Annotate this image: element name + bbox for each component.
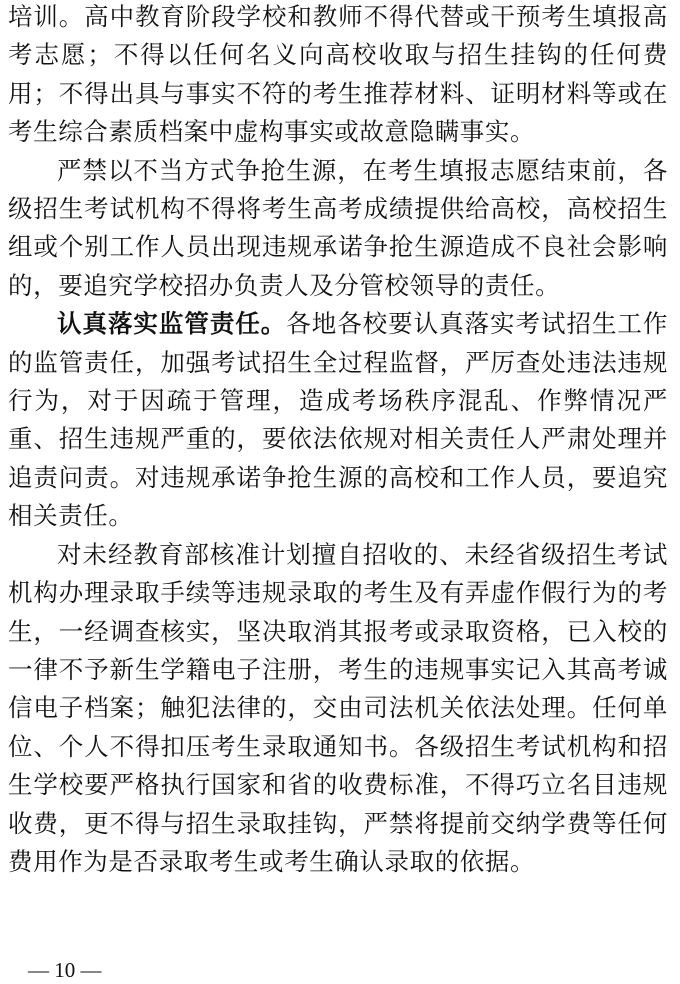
paragraph-supervision xyxy=(8,305,668,535)
page-number: — 10 — xyxy=(28,958,102,982)
document-body xyxy=(8,0,668,881)
paragraph-student-recruitment: 严禁以不当方式争抢生源，在考生填报志愿结束前，各级招生考试机构不得将考生高考成绩提供给高校，高校招生组或个别工作人员出现违规承诺争抢生源造成不良社会影响的，要追究学校招办负责人及分管校领导的责任。 xyxy=(8,155,668,300)
section-heading-supervision: 认真落实监管责任。 xyxy=(57,309,287,339)
paragraph-supervision-text: 各地各校要认真落实考试招生工作的监管责任，加强考试招生全过程监督，严厉查处违法违规行为，对于因疏于管理，造成考场秩序混乱、作弊情况严重、招生违规严重的，要依法依规对相关责任人严肃处理并追责问责。对违规承诺争抢生源的高校和工作人员，要追究相关责任。 xyxy=(8,309,668,531)
paragraph-training-rules: 培训。高中教育阶段学校和教师不得代替或干预考生填报高考志愿；不得以任何名义向高校收取与招生挂钩的任何费用；不得出具与事实不符的考生推荐材料、证明材料等或在考生综合素质档案中虚构事实或故意隐瞒事实。 xyxy=(8,2,668,147)
paragraph-violations: 对未经教育部核准计划擅自招收的、未经省级招生考试机构办理录取手续等违规录取的考生及有弄虚作假行为的考生，一经调查核实，坚决取消其报考或录取资格，已入校的一律不予新生学籍电子注册，考生的违规事实记入其高考诚信电子档案；触犯法律的，交由司法机关依法处理。任何单位、个人不得扣压考生录取通知书。各级招生考试机构和招生学校要严格执行国家和省的收费标准，不得巧立名目违规收费，更不得与招生录取挂钩，严禁将提前交纳学费等任何费用作为是否录取考生或考生确认录取的依据。 xyxy=(8,539,668,876)
